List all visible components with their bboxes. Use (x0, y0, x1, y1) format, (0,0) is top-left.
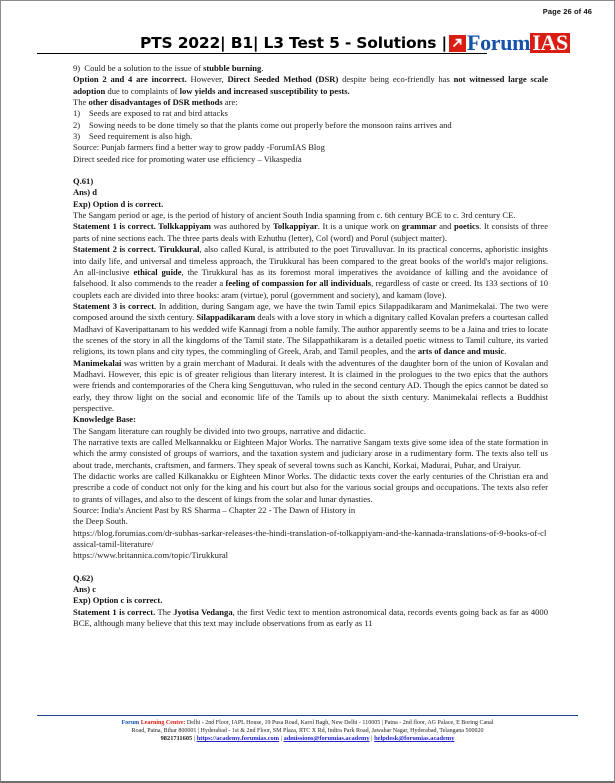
q61-explanation-label (73, 199, 548, 210)
logo-word-forum: Forum (466, 30, 531, 56)
s1-t2: . It is a unique work on (317, 221, 402, 232)
item-9-text-before: Could be a solution to the issue of (84, 63, 204, 73)
q62-statement-1 (73, 607, 548, 630)
list-item (73, 131, 548, 142)
list-item (73, 108, 548, 119)
list-item-number: 3) (73, 131, 81, 142)
disadvantages-lead (73, 97, 548, 108)
q61-answer-label (73, 187, 548, 198)
q62-label-text: Q.62) (73, 572, 94, 583)
footer-admissions-email-link[interactable]: admissions@forumias.academy (283, 735, 370, 743)
disadv-t2: are: (222, 97, 238, 108)
q61-question-label (73, 176, 548, 187)
knowledge-base-text: Knowledge Base: (73, 414, 136, 425)
q61-statement-1 (73, 221, 548, 244)
q61-manimekalai-paragraph (73, 358, 548, 415)
s1-b3: grammar (401, 221, 437, 232)
s2-t3: , regardless of caste or creed. Its 133 sections of 10 couplets each are divided into three books: aram (virtue), porul (government and society), and kamam (love). (73, 278, 548, 300)
s3-b1: Statement 3 is correct. (73, 300, 157, 311)
mani-b1: Manimekalai (73, 357, 122, 368)
header-divider (37, 53, 487, 54)
mani-t1: was written by a grain merchant of Madurai. It deals with the adventures of the daughter born of the union of Kovalan and Madhavi. However, this epic is of greater religious than literary interest. It is claimed in the prologues to the two epics that the authors were friends and contemporaries of the Chera king Senguttuvan, who ruled in the second century AD. Though the epics cannot be dated so early, they throw light on the social and economic life of the Tamils up to about the sixth century. Manimekalai reflects a Buddhist perspective. (73, 357, 548, 413)
s2-b2: ethical guide (133, 266, 182, 277)
footer-website-link[interactable]: https://academy.forumias.com (196, 735, 280, 743)
footer-separator: | (192, 735, 197, 743)
footer-brand-learning-centre: Learning Centre (140, 719, 184, 726)
footer-address-line-1 (37, 719, 578, 727)
s1-b2: Tolkappiyar (272, 221, 318, 232)
document-header (37, 23, 582, 57)
q62-s1-t1: The (155, 606, 174, 617)
list-item-number: 1) (73, 108, 81, 119)
disadv-b1: other disadvantages of DSR methods (88, 97, 223, 108)
q62-s1-t2: , the first Vedic text to mention astronomical data, records events going back as far as 4000 BCE, although many believe that this text may include observations from as early as 11 (73, 606, 548, 629)
dsr-t1: However, (186, 74, 228, 85)
s3-t2: deals with a love story in which a dignitary called Kovalan prefers a courtesan called Madhavi of Kaveripattanam to his wedded wife Kannagi from a noble family. The author apparently seems to be a Jaina and tries to locate the scenes of the story in all the kingdoms of the Tamil state. The Silappathikaram is a detailed poetic witness to Tamil culture, its varied religions, its town plans and city types, the commingling of Greek, Arab, and Tamil peoples, and the (73, 312, 548, 357)
page-title: PTS 2022| B1| L3 Test 5 - Solutions | (140, 33, 447, 52)
footer-address-line-2: Road, Patna, Bihar 800001 | Hyderabad - 1st & 2nd Floor, SM Plaza, RTC X Rd, Indira Park Road, Jawahar Nagar, Hyderabad, Telangana 500020 (131, 727, 484, 734)
list-item-text: Sowing needs to be done timely so that the plants come out properly before the monsoon rains arrives and (89, 119, 452, 130)
dsr-b2: Direct Seeded Method (DSR) (227, 74, 339, 85)
list-item-text: Seeds are exposed to rat and bird attacks (89, 108, 228, 119)
footer-brand-colon: : (183, 719, 186, 726)
q61-label-text: Q.61) (73, 176, 94, 187)
s1-t3: and (436, 221, 454, 232)
dsr-t2: despite being eco-friendly has (338, 74, 454, 85)
paragraph-spacer (73, 165, 548, 176)
q61-intro-paragraph: The Sangam period or age, is the period of history of ancient South India spanning from c. 6th century BCE to c. 3rd century CE. (73, 210, 516, 221)
kb-paragraph: The Sangam literature can roughly be divided into two groups, narrative and didactic. (73, 425, 366, 436)
s3-b3: arts of dance and music (417, 346, 505, 357)
paragraph-spacer (73, 562, 548, 573)
footer-contact-line (37, 735, 578, 743)
list-item-number: 2) (73, 119, 81, 130)
s3-t3: . (504, 346, 507, 357)
s1-t4: . It consists of three parts of nine sections each. The three parts deals with Ezhuthu (letter), Col (word) and Porul (subject matter). (73, 221, 548, 243)
logo-word-ias: IAS (532, 30, 568, 56)
forumias-logo (449, 30, 570, 56)
kb-paragraph: The narrative texts are called Melkannakku or Eighteen Major Works. The narrative Sangam texts give some idea of the state formation in which the army consisted of groups of warriors, and the taxation system and judiciary arose in a rudimentary form. The texts also tell us about trade, merchants, craftsmen, and farmers. They speak of several towns such as Kanchi, Korkai, Madurai, Puhar, and Uraiyur. (73, 437, 548, 470)
footer-separator: | (369, 735, 375, 743)
s3-b2: Silappadikaram (196, 312, 256, 323)
s2-t1: , also called Kural, is attributed to the poet Tiruvalluvar. In its practical concerns, aphoristic insights into daily life, and universal and timeless approach, the Tirukkural has been compared to the great books of the world's major religions. An all-inclusive (73, 244, 548, 277)
q62-explanation-label (73, 595, 548, 606)
list-item (73, 120, 548, 131)
s2-b1: Statement 2 is correct. Tirukkural (73, 244, 200, 255)
q61-statement-2 (73, 244, 548, 301)
disadv-t1: The (73, 97, 89, 108)
dsr-b3: not witnessed large scale adoption (73, 74, 548, 96)
footer-helpdesk-email-link[interactable]: helpdesk@forumias.academy (374, 735, 455, 743)
footer-brand-forum: Forum (121, 719, 140, 726)
document-footer (37, 715, 578, 744)
footer-address-text-1: Delhi - 2nd Floor, IAPL House, 19 Pusa Road, Karol Bagh, New Delhi - 110005 | Patna - 2nd floor, AG Palace, E Boring Canal (185, 719, 494, 726)
kb-paragraph: The didactic works are called Kilkanakku or Eighteen Minor Works. The didactic texts cover the early centuries of the Christian era and prescribe a code of conduct not only for the king and his court but also for the various social groups and occupations. The texts also refer to grants of villages, and also to the descent of kings from the solar and lunar dynasties. (73, 471, 548, 504)
document-body (73, 63, 548, 630)
page-number-label: Page 26 of 46 (542, 7, 592, 16)
item-9-line (73, 63, 548, 74)
item-9-text-after: . (261, 63, 264, 73)
dsr-b1: Option 2 and 4 are incorrect. (73, 74, 187, 85)
q61-url-1[interactable]: https://blog.forumias.com/dr-subhas-sarkar-releases-the-hindi-translation-of-tolkappiyam-and-the-kannada-translations-of-9-books-of-classical-tamil-literature/ (73, 527, 547, 550)
q62-s1-b1: Statement 1 is correct. (73, 606, 156, 617)
source-line: Source: Punjab farmers find a better way to grow paddy -ForumIAS Blog (73, 142, 325, 153)
q62-explanation-text: Exp) Option c is correct. (73, 595, 163, 606)
dsr-b4: low yields and increased susceptibility to pests. (179, 85, 350, 96)
q62-question-label (73, 573, 548, 584)
arrow-up-right-icon (449, 35, 466, 52)
s1-b1: Statement 1 is correct. Tolkkappiyam (73, 221, 212, 232)
dsr-paragraph (73, 74, 548, 97)
knowledge-base-label (73, 414, 548, 425)
q61-source-line-2: the Deep South. (73, 516, 128, 527)
source-line: Direct seeded rice for promoting water use efficiency – Vikaspedia (73, 153, 302, 164)
dsr-t3: due to complaints of (105, 85, 180, 96)
s2-t2: , the Tirukkural has as its foremost moral imperatives the avoidance of killing and the avoidance of falsehood. It also commends to the reader a (73, 266, 549, 289)
footer-separator: | (279, 735, 284, 743)
s2-b3: feeling of compassion for all individuals (225, 278, 372, 289)
q61-source-line-1: Source: India's Ancient Past by RS Sharma – Chapter 22 - The Dawn of History in (73, 505, 356, 516)
item-9-bold: stubble burning (203, 63, 262, 73)
q62-s1-b2: Jyotisa Vedanga (173, 606, 233, 617)
s3-t1: In addition, during Sangam age, we have the twin Tamil epics Silappadikaram and Manimekalai. The two were composed around the sixth century. (73, 300, 548, 323)
q61-url-2[interactable]: https://www.britannica.com/topic/Tirukkural (73, 550, 229, 561)
q61-statement-3 (73, 301, 548, 358)
s1-t1: was authored by (211, 221, 273, 232)
s1-b4: poetics (453, 221, 480, 232)
q61-answer-text: Ans) d (73, 187, 97, 198)
q61-explanation-text: Exp) Option d is correct. (73, 198, 164, 209)
footer-phone: 9821711605 (160, 735, 193, 743)
q62-answer-text: Ans) c (73, 584, 97, 595)
item-9-number: 9) (73, 63, 81, 73)
q62-answer-label (73, 584, 548, 595)
list-item-text: Seed requirement is also high. (89, 131, 193, 142)
